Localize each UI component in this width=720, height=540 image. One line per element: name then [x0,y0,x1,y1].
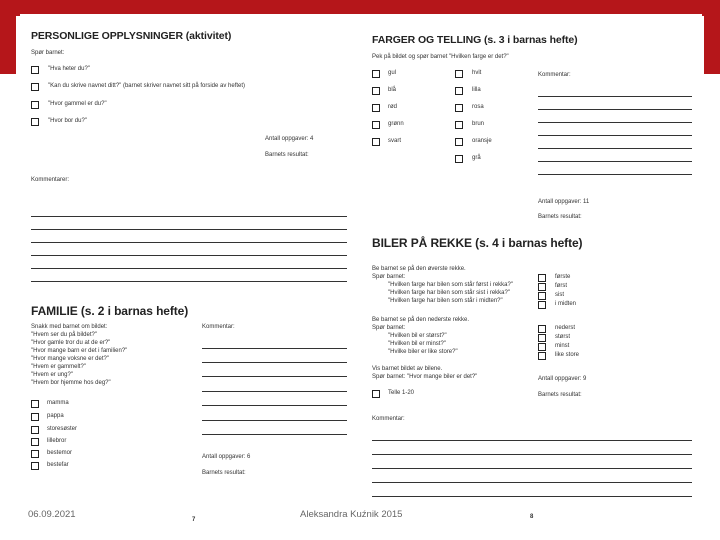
comment-line[interactable] [31,242,347,243]
checkbox[interactable] [455,87,463,95]
family-title: FAMILIE (s. 2 i barnas hefte) [31,304,189,318]
family-prompt: "Hvem ser du på bildet?" [31,332,97,338]
family-option: bestemor [47,450,73,456]
checkbox[interactable] [31,426,39,434]
comment-line[interactable] [31,216,347,217]
comment-line[interactable] [31,229,347,230]
family-option: storesøster [47,426,78,432]
cars-count: Antall oppgaver: 9 [538,376,587,382]
colors-comment-label: Kommentar: [538,72,571,78]
family-count: Antall oppgaver: 6 [202,454,251,460]
comment-line[interactable] [538,122,692,123]
comment-line[interactable] [538,161,692,162]
checkbox[interactable] [455,70,463,78]
cars-option: like store [555,352,580,358]
checkbox[interactable] [31,450,39,458]
comment-line[interactable] [31,255,347,256]
checkbox[interactable] [538,283,546,291]
comment-line[interactable] [31,281,347,282]
footer-date: 06.09.2021 [28,509,76,520]
personal-count: Antall oppgaver: 4 [265,136,314,142]
family-option: mamma [47,400,69,406]
color-option: oransje [472,138,492,144]
family-option: bestefar [47,462,69,468]
checkbox[interactable] [31,118,39,126]
colors-result: Barnets resultat: [538,214,582,220]
comment-line[interactable] [202,348,347,349]
colors-intro: Pek på bildet og spør barnet "Hvilken farge er det?" [372,54,509,60]
cars-instruction: Spør barnet: [372,325,406,331]
comment-line[interactable] [372,440,692,441]
color-option: rød [388,104,397,110]
checkbox[interactable] [455,121,463,129]
checkbox[interactable] [372,121,380,129]
cars-instruction: Spør barnet: [372,274,406,280]
colors-count: Antall oppgaver: 11 [538,199,590,205]
family-prompt: Snakk med barnet om bildet: [31,324,108,330]
page-number: 7 [192,517,196,523]
cars-result: Barnets resultat: [538,392,582,398]
checkbox[interactable] [455,155,463,163]
checkbox[interactable] [31,438,39,446]
checkbox[interactable] [455,138,463,146]
page-number: 8 [530,514,534,520]
comment-line[interactable] [202,376,347,377]
color-option: svart [388,138,402,144]
checkbox[interactable] [31,400,39,408]
checkbox[interactable] [372,138,380,146]
checkbox[interactable] [538,301,546,309]
checkbox[interactable] [455,104,463,112]
cars-instruction: Spør barnet: "Hvor mange biler er det?" [372,374,478,380]
footer-author: Aleksandra Kuźnik 2015 [300,509,403,520]
cars-comment-label: Kommentar: [372,416,405,422]
cars-option: i midten [555,301,577,307]
left-banner-edge [0,16,16,74]
right-page [362,14,702,520]
cars-instruction: Be barnet se på den øverste rekke. [372,266,466,272]
colors-title: FARGER OG TELLING (s. 3 i barnas hefte) [372,34,578,46]
comment-line[interactable] [538,96,692,97]
family-prompt: "Hvor gamle tror du at de er?" [31,340,111,346]
family-prompt: "Hvem bor hjemme hos deg?" [31,380,111,386]
checkbox[interactable] [31,66,39,74]
cars-title: BILER PÅ REKKE (s. 4 i barnas hefte) [372,236,583,250]
cars-option: først [555,283,567,289]
checkbox[interactable] [372,390,380,398]
checkbox[interactable] [538,274,546,282]
cars-question: "Hvilken farge har bilen som står først i rekka?" [388,282,513,288]
comment-line[interactable] [372,496,692,497]
color-option: gul [388,70,397,76]
checkbox[interactable] [372,87,380,95]
color-option: lilla [472,87,481,93]
family-comment-label: Kommentar: [202,324,235,330]
cars-question: "Hvilken farge har bilen som står i midten?" [388,298,503,304]
personal-title: PERSONLIGE OPPLYSNINGER (aktivitet) [31,30,232,42]
color-option: blå [388,87,397,93]
personal-item: "Hvor bor du?" [48,118,87,124]
cars-option: sist [555,292,564,298]
color-option: grønn [388,121,404,127]
checkbox[interactable] [31,462,39,470]
personal-ask: Spør barnet: [31,50,65,56]
comment-line[interactable] [538,148,692,149]
comment-line[interactable] [202,434,347,435]
family-option: lillebror [47,438,67,444]
comment-line[interactable] [202,405,347,406]
comment-line[interactable] [202,420,347,421]
checkbox[interactable] [372,104,380,112]
count-task: Telle 1-20 [388,390,415,396]
checkbox[interactable] [538,292,546,300]
checkbox[interactable] [538,352,546,360]
color-option: brun [472,121,485,127]
checkbox[interactable] [31,83,39,91]
cars-question: "Hvilken farge har bilen som står sist i rekka?" [388,290,510,296]
checkbox[interactable] [538,334,546,342]
color-option: grå [472,155,481,161]
comment-line[interactable] [538,109,692,110]
color-option: rosa [472,104,484,110]
checkbox[interactable] [372,70,380,78]
cars-question: "Hvilke biler er like store?" [388,349,458,355]
checkbox[interactable] [538,325,546,333]
checkbox[interactable] [538,343,546,351]
color-option: hvit [472,70,482,76]
comment-line[interactable] [202,391,347,392]
personal-result: Barnets resultat: [265,152,309,158]
cars-option: minst [555,343,570,349]
personal-item: "Kan du skrive navnet ditt?" (barnet skriver navnet sitt på forside av heftet) [48,83,246,89]
cars-option: nederst [555,325,576,331]
comment-line[interactable] [372,482,692,483]
personal-comment-label: Kommentarer: [31,177,70,183]
comment-line[interactable] [538,174,692,175]
family-option: pappa [47,413,64,419]
comment-line[interactable] [372,454,692,455]
comment-line[interactable] [372,468,692,469]
cars-question: "Hvilken bil er minst?" [388,341,446,347]
right-banner-edge [704,16,720,74]
family-prompt: "Hvem er gammelt?" [31,364,86,370]
cars-option: første [555,274,571,280]
comment-line[interactable] [31,268,347,269]
cars-instruction: Be barnet se på den nederste rekke. [372,317,470,323]
personal-item: "Hva heter du?" [48,66,90,72]
cars-option: størst [555,334,570,340]
family-result: Barnets resultat: [202,470,246,476]
family-prompt: "Hvor mange barn er det i familien?" [31,348,128,354]
family-prompt: "Hvor mange voksne er det?" [31,356,109,362]
cars-question: "Hvilken bil er størst?" [388,333,447,339]
checkbox[interactable] [31,101,39,109]
checkbox[interactable] [31,413,39,421]
comment-line[interactable] [538,135,692,136]
comment-line[interactable] [202,362,347,363]
personal-item: "Hvor gammel er du?" [48,101,107,107]
cars-instruction: Vis barnet bildet av bilene. [372,366,443,372]
family-prompt: "Hvem er ung?" [31,372,73,378]
